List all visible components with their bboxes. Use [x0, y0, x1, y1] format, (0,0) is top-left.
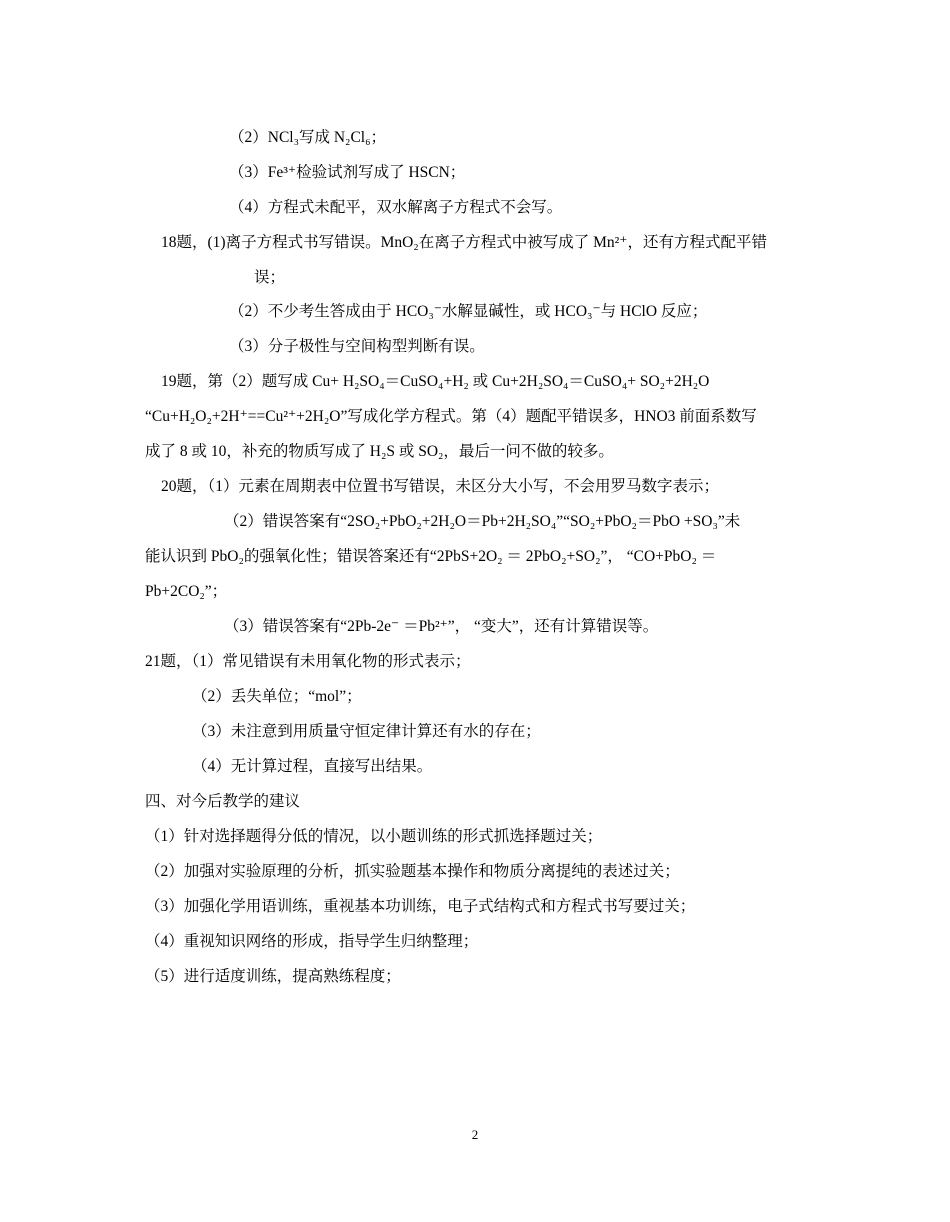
text-line: （2）加强对实验原理的分析，抓实验题基本操作和物质分离提纯的表述过关；: [145, 863, 680, 880]
text-line: 21题，（1）常见错误有未用氧化物的形式表示；: [145, 653, 471, 670]
text-line: （1）针对选择题得分低的情况，以小题训练的形式抓选择题过关；: [145, 828, 603, 845]
text-line: （3）分子极性与空间构型判断有误。: [229, 338, 485, 355]
text-line: 成了 8 或 10，补充的物质写成了 H₂S 或 SO₂，最后一问不做的较多。: [145, 443, 614, 460]
text-line: 18题，(1)离子方程式书写错误。MnO₂在离子方程式中被写成了 Mn²⁺，还有方程式配平错: [161, 234, 767, 251]
text-line: （3）错误答案有“2Pb-2e⁻ ＝Pb²⁺”， “变大”，还有计算错误等。: [224, 618, 659, 635]
text-line: “Cu+H₂O₂+2H⁺==Cu²⁺+2H₂O”写成化学方程式。第（4）题配平错误多，HNO3 前面系数写: [145, 408, 757, 425]
text-line: （2）不少考生答成由于 HCO₃⁻水解显碱性，或 HCO₃⁻与 HClO 反应；: [229, 303, 708, 320]
text-line: 能认识到 PbO₂的强氧化性；错误答案还有“2PbS+2O₂ ＝ 2PbO₂+SO₂”， “CO+PbO₂ ＝: [145, 548, 717, 565]
text-line: 20题，（1）元素在周期表中位置书写错误，未区分大小写，不会用罗马数字表示；: [161, 478, 720, 495]
text-line: （4）重视知识网络的形成，指导学生归纳整理；: [145, 933, 479, 950]
text-line: （3）Fe³⁺检验试剂写成了 HSCN；: [229, 164, 466, 181]
text-line: （3）加强化学用语训练，重视基本功训练，电子式结构式和方程式书写要过关；: [145, 898, 696, 915]
text-line: （5）进行适度训练，提高熟练程度；: [145, 968, 401, 985]
text-line: （3）未注意到用质量守恒定律计算还有水的存在；: [192, 723, 541, 740]
text-line: （2）NCl₃写成 N₂Cl₆；: [229, 129, 387, 146]
text-line: 19题，第（2）题写成 Cu+ H₂SO₄＝CuSO₄+H₂ 或 Cu+2H₂SO₄＝CuSO₄+ SO₂+2H₂O: [161, 373, 710, 390]
text-line: （4）方程式未配平，双水解离子方程式不会写。: [229, 199, 563, 216]
section-heading: 四、对今后教学的建议: [145, 793, 301, 810]
text-line: （4）无计算过程，直接写出结果。: [192, 758, 433, 775]
text-line: （2）错误答案有“2SO₂+PbO₂+2H₂O＝Pb+2H₂SO₄”“SO₂+PbO₂＝PbO +SO₃”未: [224, 513, 741, 530]
text-line: 误；: [254, 269, 286, 286]
text-line: Pb+2CO₂”；: [145, 583, 228, 600]
text-line: （2）丢失单位；“mol”；: [192, 688, 362, 705]
page-number: 2: [471, 1127, 479, 1142]
